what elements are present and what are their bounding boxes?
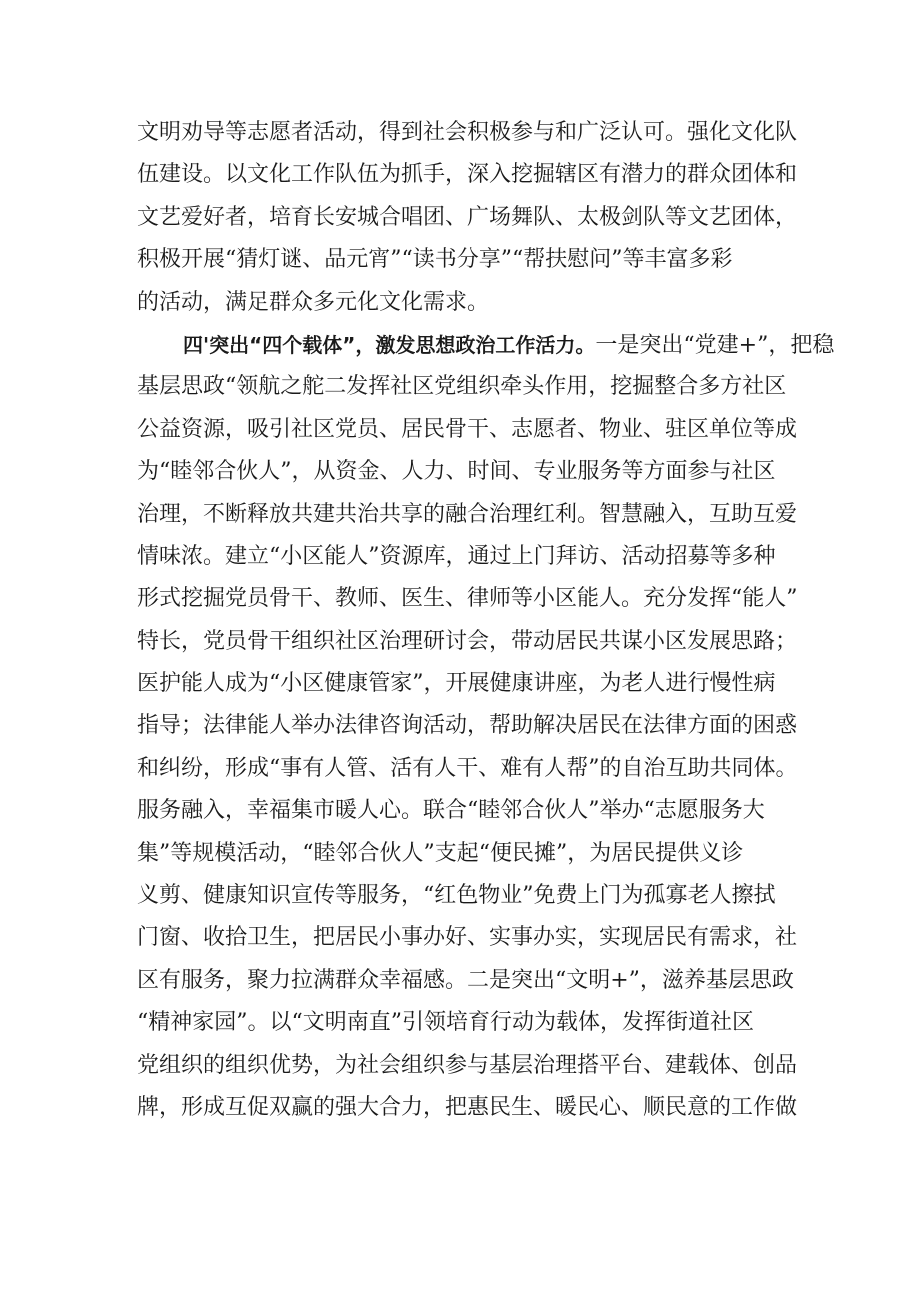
section-heading-line — [137, 324, 835, 366]
paragraph-line: 牌，形成互促双赢的强大合力，把惠民生、暖民心、顺民意的工作做 — [137, 1094, 798, 1120]
body-text — [137, 112, 835, 1129]
paragraph-line: 伍建设。以文化工作队伍为抓手，深入挖掘辖区有潜力的群众团体和 — [137, 162, 798, 188]
paragraph-line: 积极开展“猜灯谜、品元宵”“读书分享”“帮扶慰问”等丰富多彩 — [137, 247, 733, 273]
paragraph-line: 公益资源，吸引社区党员、居民骨干、志愿者、物业、驻区单位等成 — [137, 416, 798, 442]
paragraph-line: “精神家园”。以“文明南直”引领培育行动为载体，发挥街道社区 — [137, 1010, 754, 1036]
paragraph-line: 门窗、收拾卫生，把居民小事办好、实事办实，实现居民有需求，社 — [137, 925, 798, 951]
paragraph-line: 义剪、健康知识宣传等服务，“红色物业”免费上门为孤寡老人擦拭 — [137, 883, 776, 909]
paragraph-line: 形式挖掘党员骨干、教师、医生、律师等小区能人。充分发挥“能人” — [137, 586, 798, 612]
paragraph-line: 特长，党员骨干组织社区治理研讨会，带动居民共谋小区发展思路； — [137, 628, 798, 654]
paragraph-line: 集”等规模活动，“睦邻合伙人”支起“便民摊”，为居民提供义诊 — [137, 840, 744, 866]
paragraph-line: 服务融入，幸福集市暖人心。联合“睦邻合伙人”举办“志愿服务大 — [137, 798, 765, 824]
paragraph-line: 区有服务，聚力拉满群众幸福感。二是突出“文明+”，滋养基层思政 — [137, 967, 794, 993]
section-lead-rest: 一是突出“党建+”，把稳 — [595, 332, 835, 358]
paragraph-line: 治理，不断释放共建共治共享的融合治理红利。智慧融入，互助互爱 — [137, 501, 798, 527]
paragraph-line: 文明劝导等志愿者活动，得到社会积极参与和广泛认可。强化文化队 — [137, 120, 798, 145]
paragraph-line: 文艺爱好者，培育长安城合唱团、广场舞队、太极剑队等文艺团体， — [137, 204, 798, 230]
paragraph-line: 党组织的组织优势，为社会组织参与基层治理搭平台、建载体、创品 — [137, 1052, 798, 1078]
paragraph-line: 医护能人成为“小区健康管家”，开展健康讲座，为老人进行慢性病 — [137, 671, 776, 697]
paragraph-line: 指导；法律能人举办法律咨询活动，帮助解决居民在法律方面的困惑 — [137, 713, 798, 739]
paragraph-line: 和纠纷，形成“事有人管、活有人干、难有人帮”的自治互助共同体。 — [137, 755, 798, 781]
paragraph-line: 基层思政“领航之舵二发挥社区党组织牵头作用，挖掘整合多方社区 — [137, 374, 787, 400]
section-lead: 四'突出“四个载体”，激发思想政治工作活力。 — [183, 332, 596, 357]
paragraph-line: 为“睦邻合伙人”，从资金、人力、时间、专业服务等方面参与社区 — [137, 459, 776, 485]
paragraph-line: 的活动，满足群众多元化文化需求。 — [137, 289, 490, 315]
paragraph-line: 情味浓。建立“小区能人”资源库，通过上门拜访、活动招募等多种 — [137, 543, 776, 569]
